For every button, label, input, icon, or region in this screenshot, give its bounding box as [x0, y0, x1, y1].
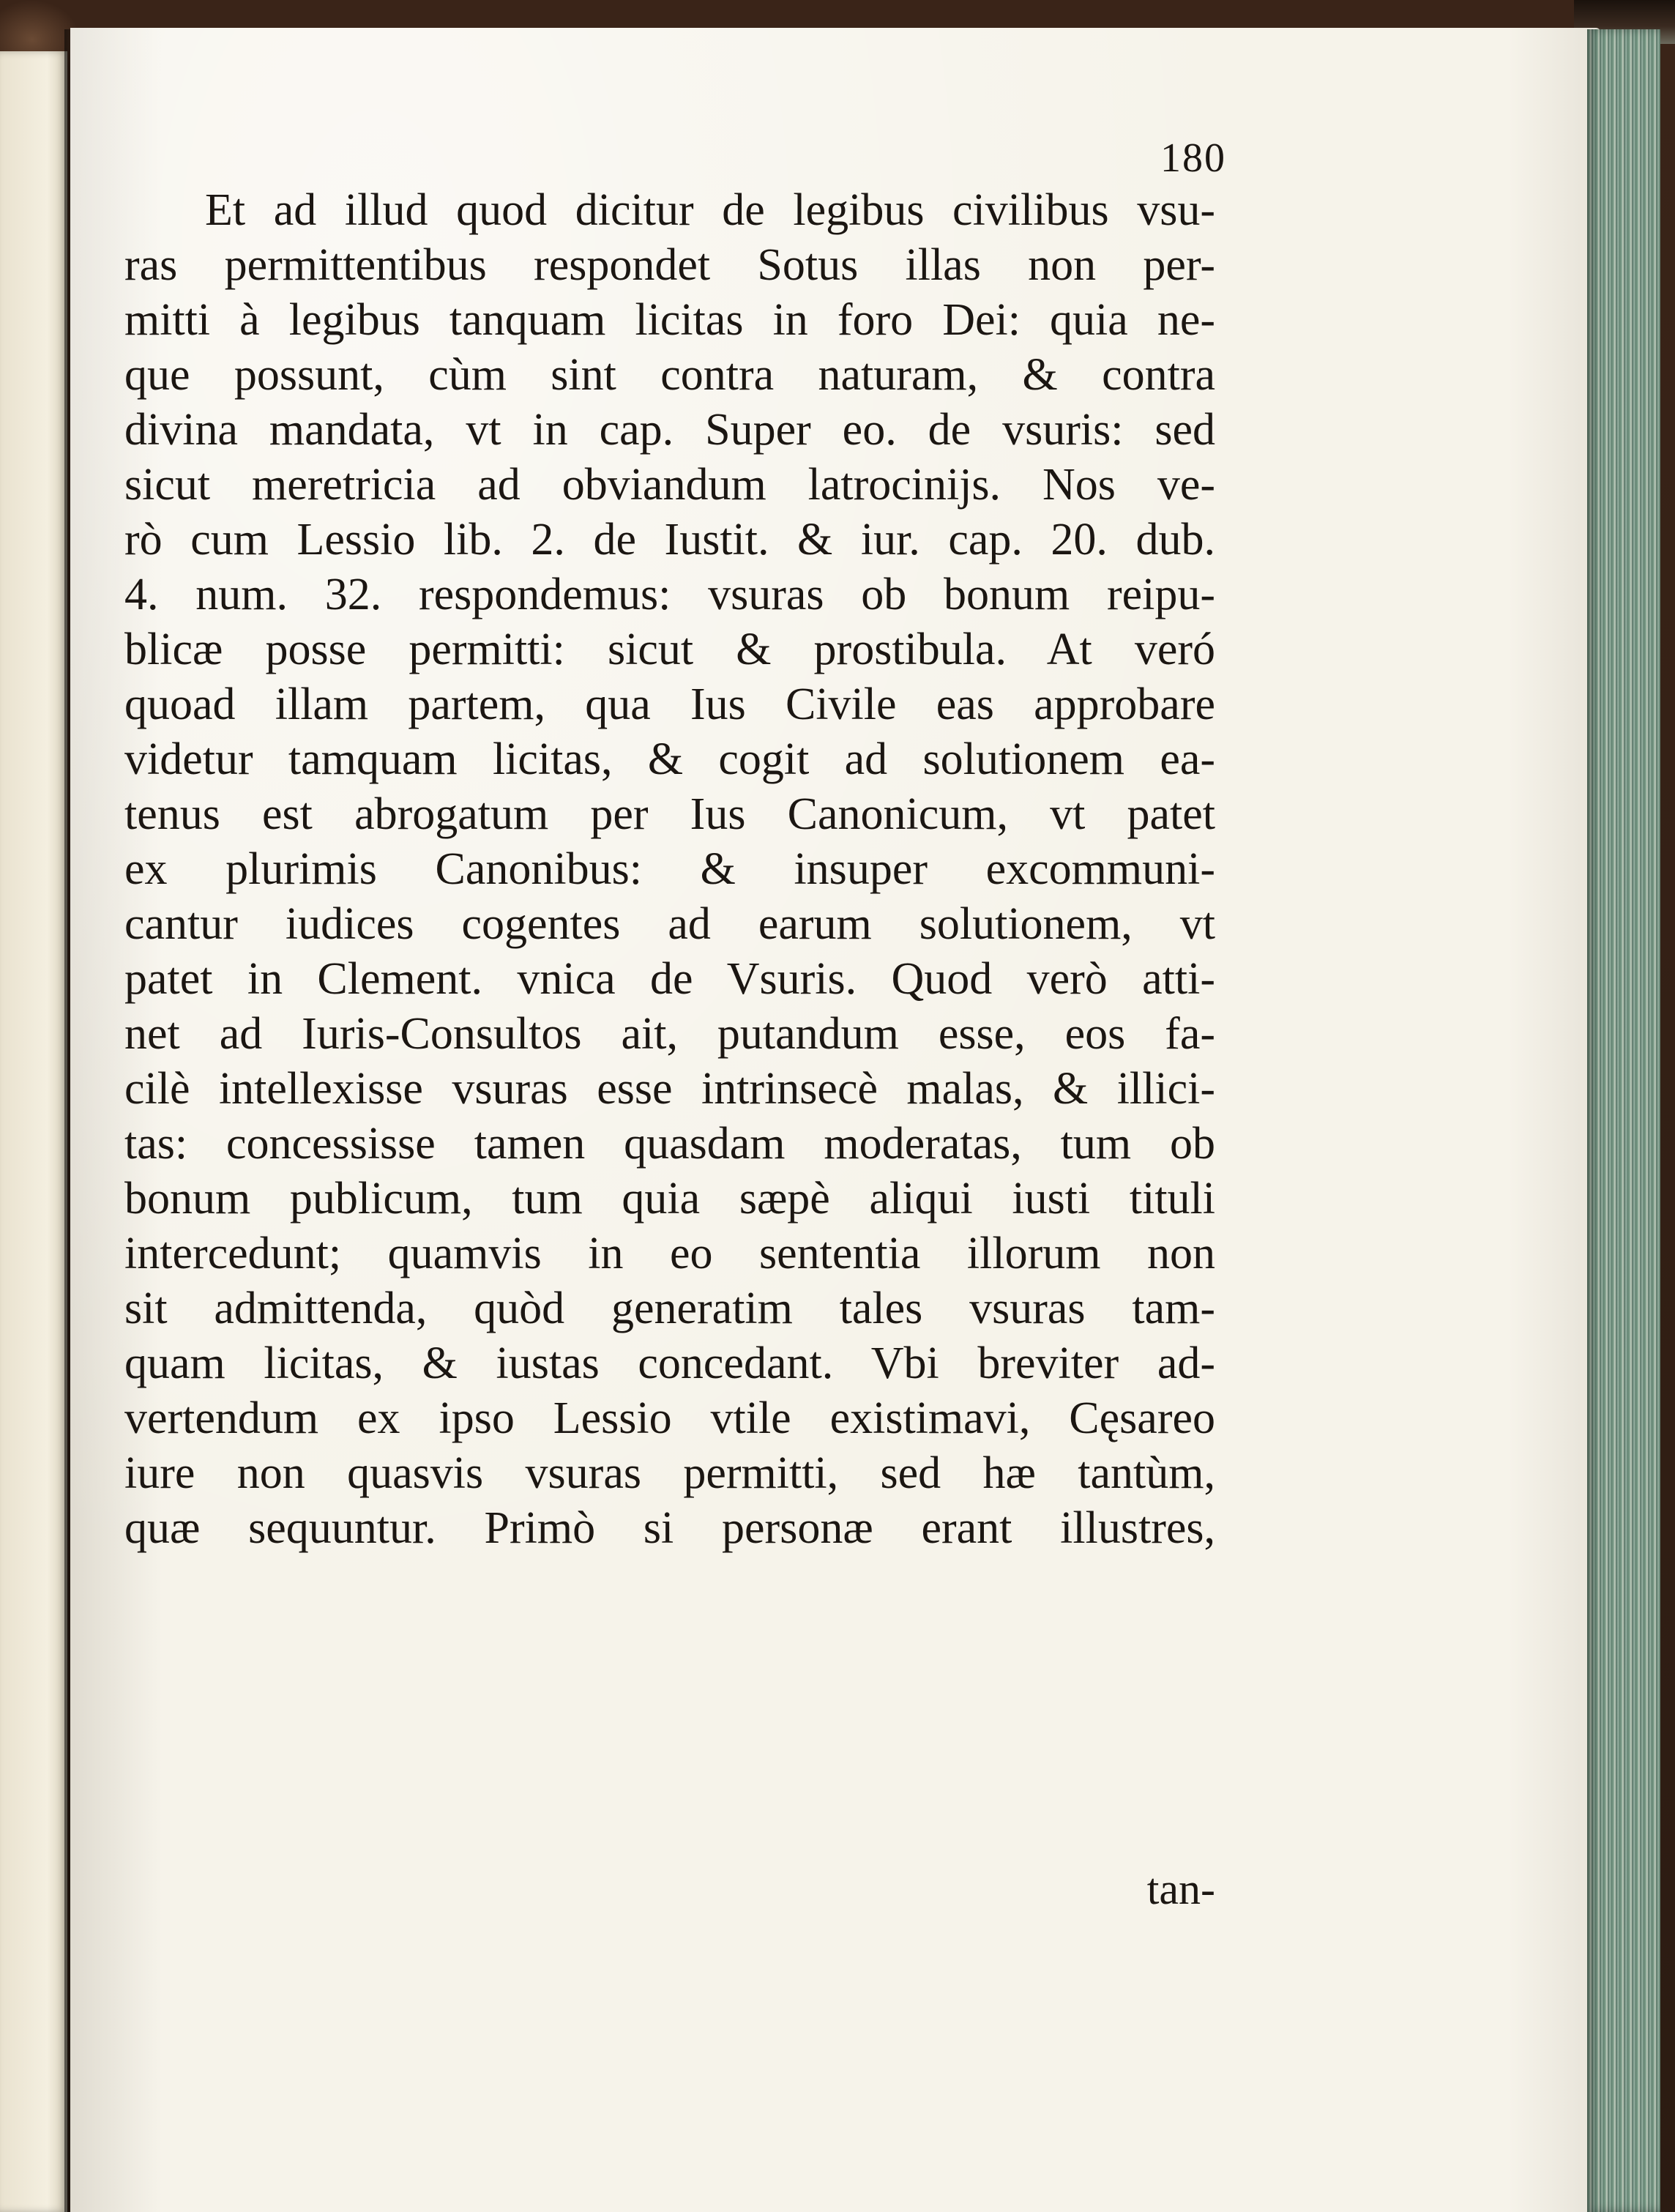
text-line: Et ad illud quod dicitur de legibus civilibus vsu- — [205, 185, 1215, 235]
facing-page-edge — [0, 51, 67, 2212]
text-line: rò cum Lessio lib. 2. de Iustit. & iur. cap. 20. dub. — [124, 515, 1215, 565]
text-line: quam licitas, & iustas concedant. Vbi breviter ad- — [124, 1338, 1215, 1388]
text-line: net ad Iuris-Consultos ait, putandum esse, eos fa- — [124, 1009, 1215, 1059]
text-line: blicæ posse permitti: sicut & prostibula. At veró — [124, 625, 1215, 674]
text-line: vertendum ex ipso Lessio vtile existimavi, Cęsareo — [124, 1393, 1215, 1443]
text-line: videtur tamquam licitas, & cogit ad solutionem ea- — [124, 734, 1215, 784]
text-line: iure non quasvis vsuras permitti, sed hæ tantùm, — [124, 1448, 1215, 1498]
text-line: patet in Clement. vnica de Vsuris. Quod verò atti- — [124, 954, 1215, 1004]
text-line: divina mandata, vt in cap. Super eo. de vsuris: sed — [124, 405, 1215, 455]
catchword: tan- — [1146, 1865, 1215, 1913]
text-line: cantur iudices cogentes ad earum solutionem, vt — [124, 899, 1215, 949]
text-line: mitti à legibus tanquam licitas in foro Dei: quia ne- — [124, 295, 1215, 345]
text-line: sicut meretricia ad obviandum latrocinijs. Nos ve- — [124, 460, 1215, 510]
text-line: quæ sequuntur. Primò si personæ erant illustres, — [124, 1503, 1215, 1553]
text-line: que possunt, cùm sint contra naturam, & contra — [124, 350, 1215, 400]
text-line: intercedunt; quamvis in eo sententia illorum non — [124, 1229, 1215, 1278]
text-line: sit admittenda, quòd generatim tales vsuras tam- — [124, 1284, 1215, 1333]
text-line: tas: concessisse tamen quasdam moderatas, tum ob — [124, 1119, 1215, 1169]
text-line: ex plurimis Canonibus: & insuper excommuni- — [124, 844, 1215, 894]
page-fore-edge — [1587, 29, 1660, 2212]
text-line: ras permittentibus respondet Sotus illas non per- — [124, 240, 1215, 290]
text-line: 4. num. 32. respondemus: vsuras ob bonum reipu- — [124, 570, 1215, 619]
text-line: quoad illam partem, qua Ius Civile eas approbare — [124, 679, 1215, 729]
text-line: cilè intellexisse vsuras esse intrinsecè malas, & illici- — [124, 1064, 1215, 1114]
text-line: tenus est abrogatum per Ius Canonicum, vt patet — [124, 789, 1215, 839]
body-text — [124, 183, 1215, 1556]
page-number: 180 — [1160, 135, 1226, 181]
text-line: bonum publicum, tum quia sæpè aliqui iusti tituli — [124, 1174, 1215, 1224]
